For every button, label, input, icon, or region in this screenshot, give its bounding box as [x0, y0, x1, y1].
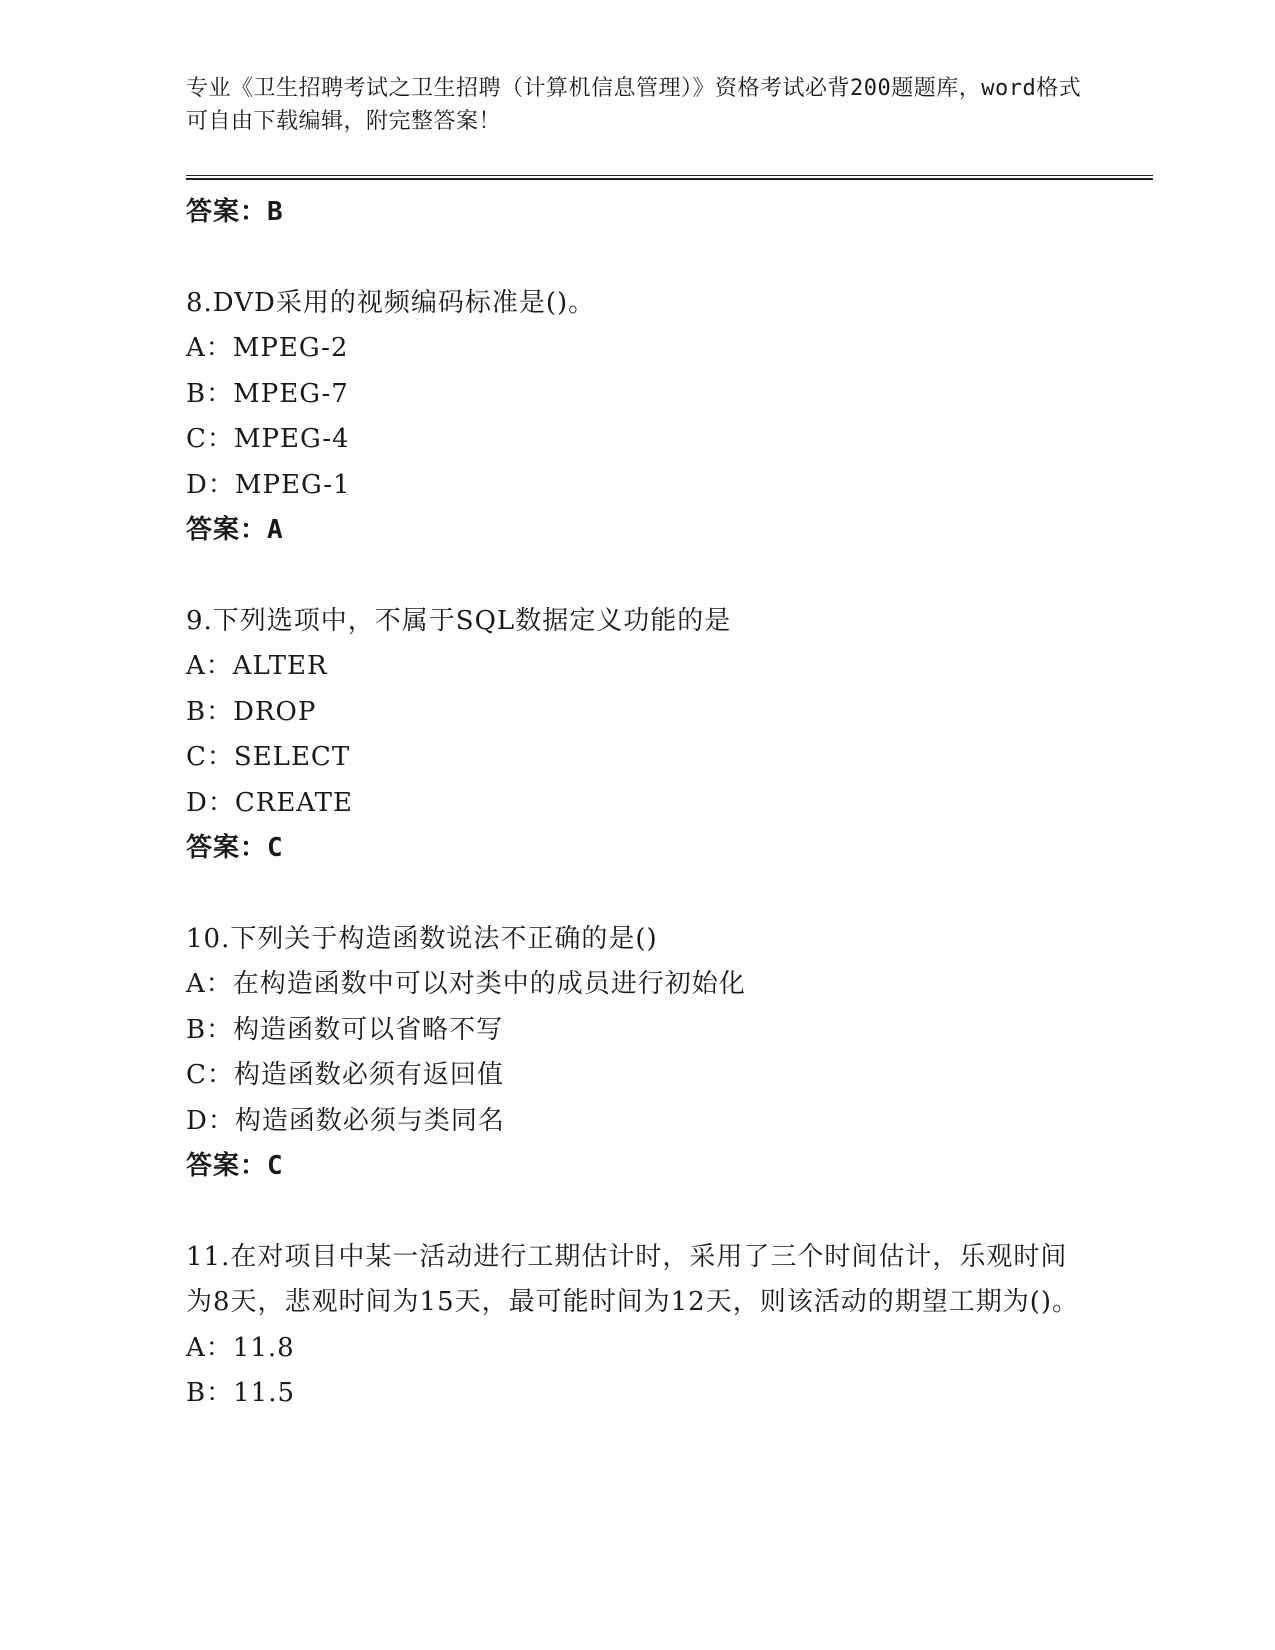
option-a: A：ALTER [186, 651, 328, 681]
question-text: 9.下列选项中，不属于SQL数据定义功能的是 [186, 605, 732, 636]
option-c: C：构造函数必须有返回值 [186, 1060, 504, 1090]
question-text: 8.DVD采用的视频编码标准是()。 [186, 287, 596, 318]
option-b: B：DROP [186, 696, 317, 727]
answer-line: 答案：A [186, 515, 284, 545]
option-d: D：MPEG-1 [186, 469, 351, 500]
answer-line: 答案：C [186, 833, 284, 863]
option-a: A：在构造函数中可以对类中的成员进行初始化 [186, 969, 746, 999]
question-block [186, 599, 1086, 872]
option-d: D：CREATE [186, 787, 353, 818]
spacer [186, 236, 1086, 281]
spacer [186, 872, 1086, 917]
option-a: A：11.8 [186, 1332, 295, 1363]
answer-line: 答案：B [186, 197, 284, 227]
page-header [186, 72, 1086, 138]
question-block [186, 281, 1086, 554]
option-a: A：MPEG-2 [186, 333, 349, 363]
question-block [186, 1235, 1086, 1417]
option-b: B：11.5 [186, 1378, 295, 1408]
question-text: 11.在对项目中某一活动进行工期估计时，采用了三个时间估计，乐观时间为8天，悲观时间为15天，最可能时间为12天，则该活动的期望工期为()。 [186, 1241, 1079, 1317]
question-text: 10.下列关于构造函数说法不正确的是() [186, 923, 658, 954]
header-divider [186, 175, 1153, 180]
spacer [186, 1190, 1086, 1235]
spacer [186, 554, 1086, 599]
option-c: C：MPEG-4 [186, 424, 350, 454]
question-block [186, 917, 1086, 1190]
answer-line: 答案：C [186, 1151, 284, 1181]
option-b: B：MPEG-7 [186, 378, 349, 409]
header-title: 专业《卫生招聘考试之卫生招聘（计算机信息管理）》资格考试必背200题题库，word格式可自由下载编辑，附完整答案！ [186, 76, 1082, 134]
option-d: D：构造函数必须与类同名 [186, 1105, 505, 1136]
option-c: C：SELECT [186, 742, 351, 772]
option-b: B：构造函数可以省略不写 [186, 1014, 504, 1045]
question-list [186, 190, 1086, 1417]
